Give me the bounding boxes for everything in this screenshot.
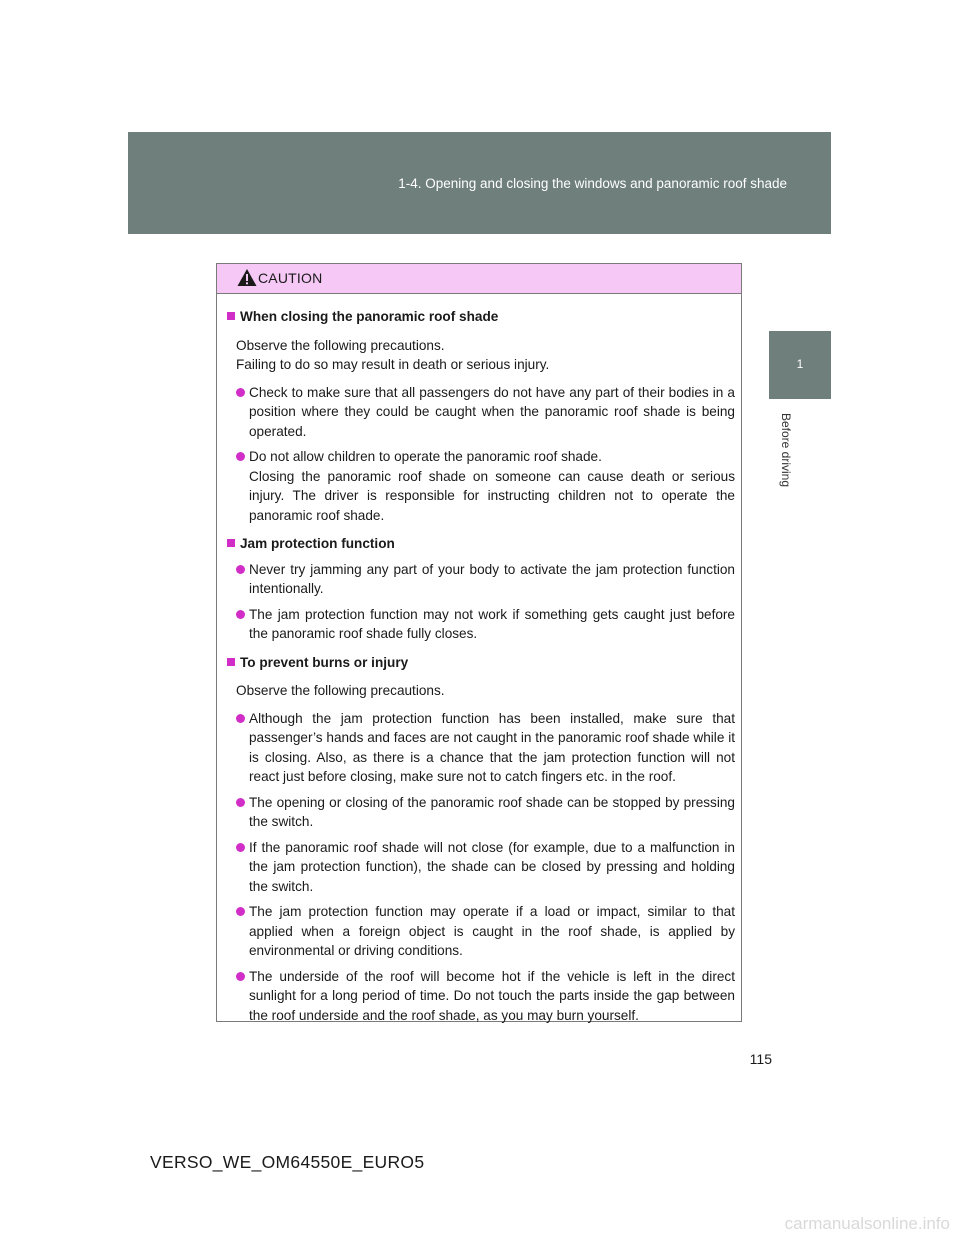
square-bullet-icon: [227, 539, 235, 547]
bullet-item: [227, 560, 735, 599]
caution-title: CAUTION: [258, 270, 323, 286]
round-bullet-icon: [236, 610, 245, 619]
page-number: 115: [749, 1051, 772, 1067]
bullet-text: Closing the panoramic roof shade on someone can cause death or serious injury. The driver is responsible for instructing children not to operate the panoramic roof shade.: [249, 468, 735, 523]
round-bullet-icon: [236, 972, 245, 981]
bullet-text: Do not allow children to operate the panoramic roof shade.: [249, 449, 602, 464]
round-bullet-icon: [236, 907, 245, 916]
bullet-item: [227, 709, 735, 787]
intro-line: Observe the following precautions.: [236, 683, 445, 698]
chapter-label: [772, 404, 800, 496]
section-title: [227, 653, 735, 673]
section-title: [227, 307, 735, 327]
chapter-number: 1: [796, 357, 804, 371]
bullet-item: [227, 383, 735, 442]
warning-triangle-icon: [237, 268, 257, 287]
round-bullet-icon: [236, 843, 245, 852]
bullet-text: The jam protection function may not work if something gets caught just before the panoramic roof shade fully closes.: [249, 606, 735, 641]
document-code: VERSO_WE_OM64550E_EURO5: [150, 1152, 425, 1172]
chapter-tab: [769, 331, 831, 399]
bullet-text: If the panoramic roof shade will not close (for example, due to a malfunction in the jam protection function), the shade can be closed by pressing and holding the switch.: [249, 839, 735, 894]
bullet-item: [227, 902, 735, 961]
bullet-text: The jam protection function may operate if a load or impact, similar to that applied when a foreign object is caught in the roof shade, is applied by environmental or driving conditions.: [249, 904, 735, 958]
bullet-text: Although the jam protection function has been installed, make sure that passenger’s hands and faces are not caught in the panoramic roof shade while it is closing. Also, as there is a chance that the jam protection function will not react just before closing, make sure not to catch fingers etc. in the roof.: [249, 710, 735, 784]
intro-line: Observe the following precautions.: [236, 337, 445, 353]
bullet-text: The underside of the roof will become hot if the vehicle is left in the direct sunlight for a long period of time. Do not touch the parts inside the gap between the roof underside and the roof shade, as you may burn yourself.: [249, 968, 735, 1023]
section-title-text: Jam protection function: [240, 536, 395, 551]
bullet-item: [227, 967, 735, 1026]
chapter-label-text: Before driving: [779, 412, 793, 488]
bullet-text: Never try jamming any part of your body to activate the jam protection function intentionally.: [249, 561, 735, 596]
intro-line: Failing to do so may result in death or serious injury.: [236, 357, 550, 372]
bullet-item: [227, 838, 735, 897]
round-bullet-icon: [236, 388, 245, 397]
round-bullet-icon: [236, 565, 245, 574]
watermark: carmanualsonline.info: [784, 1214, 950, 1233]
bullet-item: [227, 605, 735, 644]
bullet-text: Check to make sure that all passengers do not have any part of their bodies in a position where they could be caught when the panoramic roof shade is being operated.: [249, 384, 735, 439]
caution-box: [216, 263, 742, 1022]
section-title-text: When closing the panoramic roof shade: [240, 309, 499, 324]
section-title: [227, 534, 735, 554]
chapter-header: [128, 132, 831, 234]
bullet-item: [227, 793, 735, 832]
section-title-text: To prevent burns or injury: [240, 654, 409, 670]
round-bullet-icon: [236, 798, 245, 807]
header-title: 1-4. Opening and closing the windows and panoramic roof shade: [398, 176, 787, 191]
round-bullet-icon: [236, 452, 245, 461]
section-intro: [227, 681, 735, 701]
square-bullet-icon: [227, 312, 235, 320]
bullet-text: The opening or closing of the panoramic roof shade can be stopped by pressing the switch.: [249, 794, 735, 829]
caution-header: [217, 264, 741, 294]
bullet-item: [227, 447, 735, 525]
square-bullet-icon: [227, 658, 235, 666]
caution-body: [217, 294, 741, 1025]
section-intro: [227, 336, 735, 375]
round-bullet-icon: [236, 714, 245, 723]
